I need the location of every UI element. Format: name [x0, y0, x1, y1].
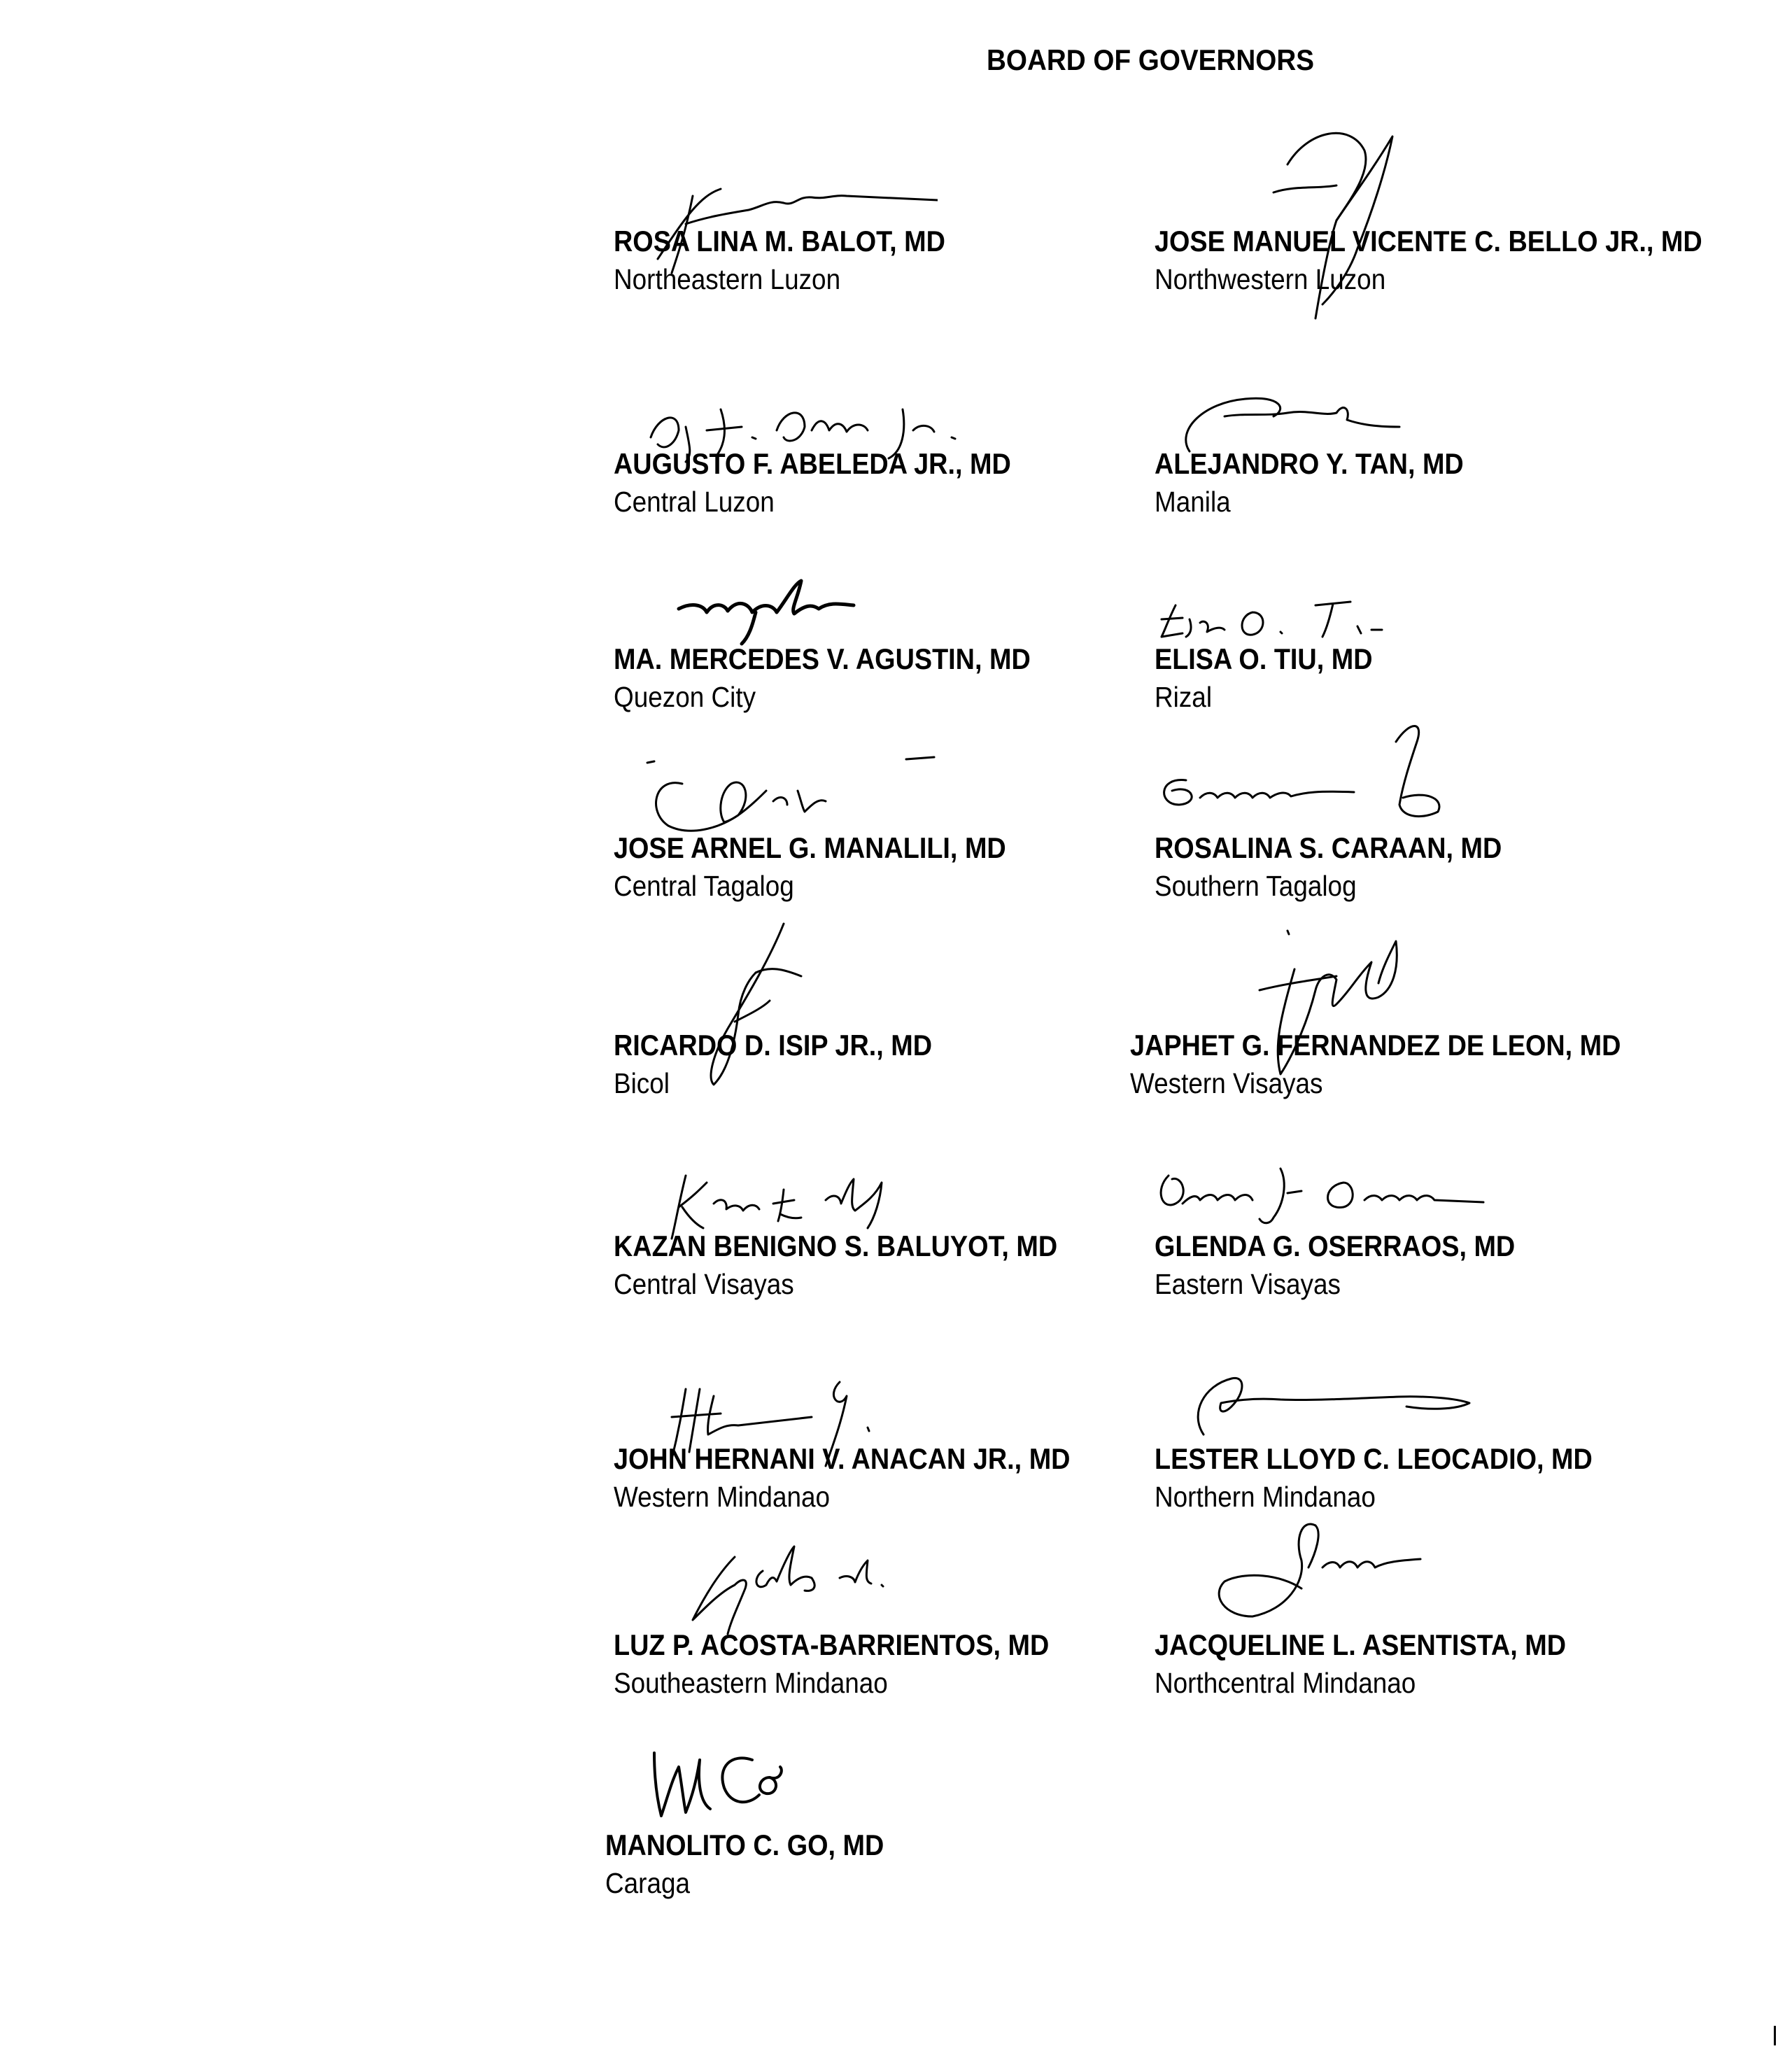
signatory-block	[1155, 829, 1540, 905]
signatory-block	[1155, 223, 1763, 298]
signature-oserraos	[1141, 1155, 1490, 1232]
signatory-name: LESTER LLOYD C. LEOCADIO, MD	[1155, 1442, 1593, 1475]
signatory-name: KAZAN BENIGNO S. BALUYOT, MD	[614, 1229, 1058, 1262]
signatory-region: Quezon City	[614, 681, 756, 713]
signatory-block	[614, 1626, 1097, 1702]
signatory-region: Northwestern Luzon	[1155, 263, 1386, 295]
signature-go	[640, 1739, 794, 1837]
signatory-block	[614, 223, 982, 298]
signatory-name: JAPHET G. FERNANDEZ DE LEON, MD	[1130, 1029, 1621, 1062]
signatory-region: Rizal	[1155, 681, 1213, 713]
signatory-block	[614, 640, 1077, 716]
signatory-name: ROSA LINA M. BALOT, MD	[614, 225, 945, 258]
signatory-region: Northcentral Mindanao	[1155, 1667, 1416, 1699]
signatory-name: ALEJANDRO Y. TAN, MD	[1155, 447, 1464, 480]
signatory-block	[614, 1440, 1121, 1516]
signatory-block	[1155, 1626, 1611, 1702]
signatory-name: JOHN HERNANI V. ANACAN JR., MD	[614, 1442, 1071, 1475]
signatory-block	[1155, 1440, 1641, 1516]
signatory-block	[1155, 640, 1397, 716]
signatory-block	[605, 1826, 915, 1902]
signatory-name: LUZ P. ACOSTA-BARRIENTOS, MD	[614, 1628, 1050, 1661]
signatory-region: Northeastern Luzon	[614, 263, 841, 295]
signature-tiu	[1155, 591, 1392, 647]
signatory-region: Northern Mindanao	[1155, 1481, 1376, 1513]
signatory-block	[1155, 1227, 1555, 1303]
signatory-region: Western Mindanao	[614, 1481, 831, 1513]
signatory-name: JACQUELINE L. ASENTISTA, MD	[1155, 1628, 1567, 1661]
signatory-block	[614, 829, 1050, 905]
page-title: BOARD OF GOVERNORS	[987, 43, 1315, 76]
signatory-region: Central Visayas	[614, 1268, 794, 1300]
signatory-region: Eastern Visayas	[1155, 1268, 1341, 1300]
signatory-name: JOSE ARNEL G. MANALILI, MD	[614, 831, 1006, 864]
signatory-name: MA. MERCEDES V. AGUSTIN, MD	[614, 642, 1031, 675]
signatory-block	[614, 445, 1055, 521]
signatory-region: Bicol	[614, 1067, 670, 1099]
signatory-block	[1155, 445, 1498, 521]
signatory-region: Caraga	[605, 1867, 691, 1899]
signature-barrientos	[672, 1536, 924, 1641]
signatory-block	[1130, 1027, 1675, 1102]
signatory-region: Western Visayas	[1130, 1067, 1323, 1099]
page-edge-mark	[1774, 2026, 1776, 2045]
signatory-region: Central Tagalog	[614, 870, 794, 902]
signatory-name: RICARDO D. ISIP JR., MD	[614, 1029, 933, 1062]
signatory-name: JOSE MANUEL VICENTE C. BELLO JR., MD	[1155, 225, 1702, 258]
signatory-block	[614, 1027, 968, 1102]
signatory-region: Manila	[1155, 486, 1231, 518]
signatory-name: ROSALINA S. CARAAN, MD	[1155, 831, 1502, 864]
signatory-region: Central Luzon	[614, 486, 775, 518]
signature-caraan	[1144, 714, 1459, 840]
signatory-region: Southeastern Mindanao	[614, 1667, 888, 1699]
signature-agustin	[672, 570, 861, 647]
signatory-name: MANOLITO C. GO, MD	[605, 1828, 884, 1861]
signatory-name: GLENDA G. OSERRAOS, MD	[1155, 1229, 1516, 1262]
signatory-name: ELISA O. TIU, MD	[1155, 642, 1373, 675]
signatory-block	[614, 1227, 1107, 1303]
signatory-region: Southern Tagalog	[1155, 870, 1357, 902]
signatory-name: AUGUSTO F. ABELEDA JR., MD	[614, 447, 1011, 480]
